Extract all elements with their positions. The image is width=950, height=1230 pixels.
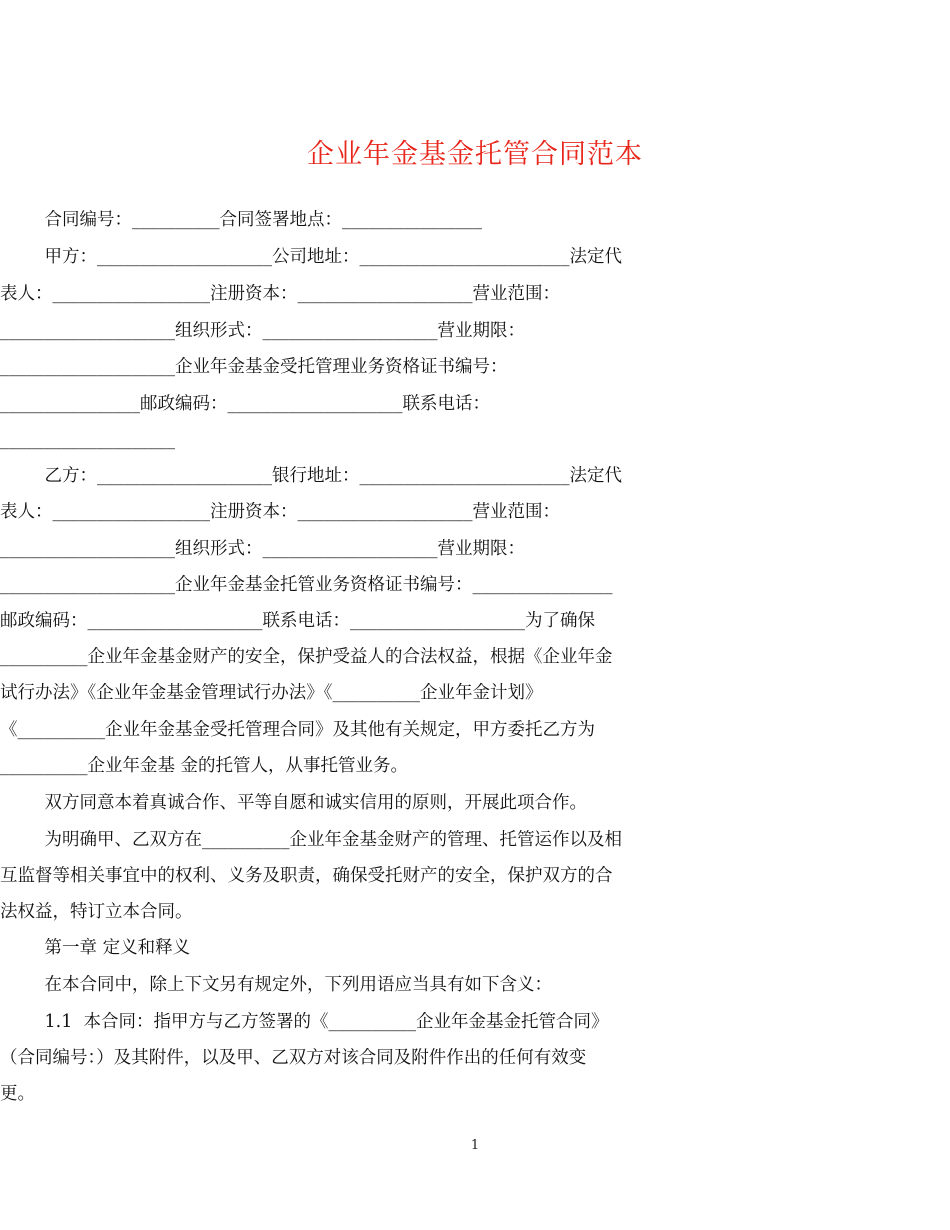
body-line-5: ____________________企业年金基金受托管理业务资格证书编号：	[0, 357, 508, 377]
body-line-16: __________企业年金基 金的托管人，从事托管业务。	[0, 756, 409, 776]
body-line-4: ____________________组织形式：____________________营业期限：	[0, 321, 525, 341]
body-line-7: ____________________	[0, 430, 175, 450]
body-line-23: 1.1 本合同：指甲方与乙方签署的《__________企业年金基金托管合同》	[0, 1012, 609, 1032]
body-line-11: ____________________企业年金基金托管业务资格证书编号：________________	[0, 575, 613, 595]
body-line-15: 《__________企业年金基金受托管理合同》及其他有关规定，甲方委托乙方为	[0, 720, 595, 740]
body-line-14: 试行办法》《企业年金基金管理试行办法》《__________企业年金计划》	[0, 683, 543, 703]
body-line-9: 表人：__________________注册资本：____________________营业范围：	[0, 502, 560, 522]
body-line-19: 互监督等相关事宜中的权利、义务及职责，确保受托财产的安全，保护双方的合	[0, 866, 613, 886]
body-line-3: 表人：__________________注册资本：____________________营业范围：	[0, 284, 560, 304]
body-line-17: 双方同意本着真诚合作、平等自愿和诚实信用的原则，开展此项合作。	[0, 793, 587, 813]
document-title: 企业年金基金托管合同范本	[307, 139, 643, 170]
body-line-13: __________企业年金基金财产的安全，保护受益人的合法权益，根据《企业年金	[0, 647, 613, 667]
body-line-6: ________________邮政编码：____________________联系电话：	[0, 394, 490, 414]
body-line-2: 甲方：____________________公司地址：________________________法定代	[0, 247, 623, 267]
body-line-21: 第一章 定义和释义	[0, 938, 191, 958]
body-line-10: ____________________组织形式：____________________营业期限：	[0, 539, 525, 559]
body-line-8: 乙方：____________________银行地址：________________________法定代	[0, 466, 623, 486]
body-line-1: 合同编号：__________合同签署地点：________________	[0, 210, 483, 230]
body-line-25: 更。	[0, 1084, 35, 1104]
body-line-24: （合同编号：）及其附件，以及甲、乙双方对该合同及附件作出的任何有效变	[0, 1048, 587, 1068]
body-line-12: 邮政编码：____________________联系电话：____________________为了确保	[0, 611, 595, 631]
body-line-22: 在本合同中，除上下文另有规定外，下列用语应当具有如下含义：	[0, 975, 552, 995]
body-line-18: 为明确甲、乙双方在__________企业年金基金财产的管理、托管运作以及相	[0, 830, 622, 850]
body-line-20: 法权益，特订立本合同。	[0, 902, 193, 922]
page-number: 1	[470, 1138, 480, 1153]
